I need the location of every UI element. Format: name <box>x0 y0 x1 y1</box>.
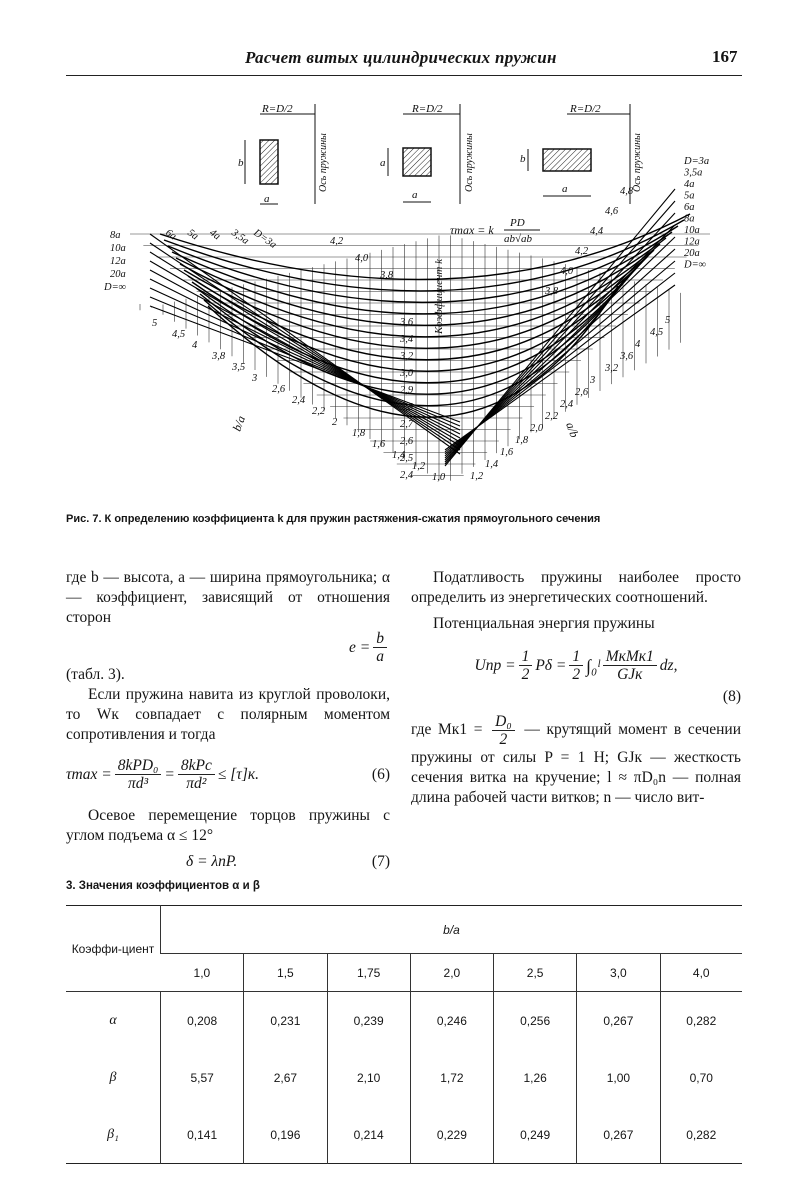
equation-7: δ = λпP. (7) <box>186 853 390 870</box>
w-label: a <box>264 193 270 205</box>
fraction: $\frac{1}{2}$ <box>519 648 533 683</box>
table-cell: 0,267 <box>577 1106 660 1164</box>
table-cell: 0,267 <box>577 992 660 1050</box>
ratio-label-right: 3,2 <box>605 363 619 374</box>
d-diag-label: 4a <box>207 227 223 243</box>
k-value-label: 3,4 <box>400 334 414 345</box>
ratio-label-left: 1,8 <box>352 428 366 439</box>
k-value-label: 2,4 <box>400 470 414 481</box>
fraction: $\frac{\text{MкMк1}}{\text{GJк}}$ <box>603 648 657 683</box>
k-value-label-right: 3,8 <box>545 286 559 297</box>
formula-lhs: τmax = k <box>450 223 494 237</box>
table-cell: 2,67 <box>244 1049 327 1106</box>
d-label-right: 20a <box>684 248 700 259</box>
axis-right-label: a/b <box>563 420 582 440</box>
k-value-label: 2,8 <box>400 402 414 413</box>
d-label-left: D=∞ <box>104 282 127 293</box>
d-label-right: D=3a <box>684 156 710 167</box>
table-cell: 0,282 <box>660 992 742 1050</box>
column-header: 2,0 <box>410 954 493 992</box>
equation-8: Uпр = $\frac{1}{2}$ Pδ = $\frac{1}{2}$ ∫₀ˡ $\frac{\text{MкMк1}}{\text{GJк}}$ dz, <box>474 648 678 683</box>
ratio-label-left: 5 <box>152 318 158 329</box>
paragraph: где b — высота, a — ширина прямоугольника; α — коэффициент, зависящий от отношения сторон <box>66 569 390 626</box>
ratio-label-right: 1,6 <box>500 447 514 458</box>
k-value-label-right: 4,8 <box>620 186 634 197</box>
equation-number: (7) <box>371 853 390 870</box>
ratio-label-left: 3,8 <box>212 351 226 362</box>
column-header: 1,5 <box>244 954 327 992</box>
k-value-label: 4,2 <box>330 236 344 247</box>
d-diag-label: D=3a <box>251 227 279 251</box>
table-cell: 0,256 <box>494 992 577 1050</box>
d-label-right: 8a <box>684 213 695 225</box>
table-cell: 1,26 <box>494 1049 577 1106</box>
cross-section-1 <box>238 103 329 205</box>
d-label-right: 12a <box>684 236 700 248</box>
ratio-label-left: 1,4 <box>392 450 406 461</box>
k-value-label: 3,6 <box>400 317 414 328</box>
axis-text: Ось пружины <box>464 133 475 192</box>
page-number: 167 <box>712 47 738 66</box>
table-cell: 0,246 <box>410 992 493 1050</box>
table-row <box>66 992 742 1050</box>
k-value-label: 4,0 <box>355 253 369 264</box>
d-label-right: 5a <box>684 190 695 202</box>
table-row <box>66 1106 742 1164</box>
w-label: a <box>412 189 418 201</box>
ratio-label-left: 2,6 <box>272 384 286 395</box>
table-cell: 0,214 <box>327 1106 410 1164</box>
section-rect <box>260 140 278 184</box>
paragraph: Если пружина навита из круглой проволоки, то Wк совпадает с полярным моментом сопротивления и тогда <box>66 686 390 743</box>
left-column <box>66 568 390 872</box>
ratio-label-right: 2,2 <box>545 411 559 422</box>
table-cell: 2,10 <box>327 1049 410 1106</box>
table-cell: 0,231 <box>244 992 327 1050</box>
ratio-label-left: 2,2 <box>312 406 326 417</box>
d-diag-label: 3,5a <box>229 227 251 247</box>
ratio-label-right: 2,4 <box>560 399 574 410</box>
equation-6: τmax = $\frac{\text{8kPD₀}}{\text{πd³}}$ = $\frac{\text{8kPc}}{\text{πd²}}$ ≤ [τ]к. (6) <box>66 757 390 792</box>
k-value-label: 2,6 <box>400 436 414 447</box>
ratio-label-left: 1,0 <box>432 472 446 483</box>
r-label: R=D/2 <box>570 103 601 115</box>
fraction: $\frac{\text{D₀}}{2}$ <box>492 713 515 748</box>
k-value-label-right: 4,6 <box>605 206 619 217</box>
row-label: β₁ <box>107 1126 119 1142</box>
r-label: R=D/2 <box>262 103 293 115</box>
d-line-left <box>150 270 460 438</box>
axis-text: Ось пружины <box>318 133 329 192</box>
k-value-label: 3,0 <box>400 368 414 379</box>
ratio-label-left: 2 <box>332 417 338 428</box>
table-cell: 1,00 <box>577 1049 660 1106</box>
ratio-label-right: 1,8 <box>515 435 529 446</box>
paragraph: (табл. 3). <box>66 666 125 683</box>
ratio-label-right: 1,2 <box>470 471 484 482</box>
column-header: 1,75 <box>327 954 410 992</box>
column-header: 1,0 <box>193 965 211 980</box>
group-header: b/a <box>161 906 743 954</box>
k-value-label-right: 4,0 <box>560 266 574 277</box>
d-label-right: D=∞ <box>684 259 707 271</box>
coefficients-table <box>66 905 742 1164</box>
k-curve <box>204 280 624 406</box>
h-label: b <box>520 153 526 165</box>
center-axis-label: Коэффициент k <box>433 259 445 334</box>
k-value-label-right: 4,2 <box>575 246 589 257</box>
d-line-left <box>150 297 460 426</box>
table-cell: 0,239 <box>327 992 410 1050</box>
fraction: $\frac{\text{8kPD₀}}{\text{πd³}}$ <box>115 757 162 792</box>
d-label-left: 20a <box>110 269 126 280</box>
figure-formula <box>450 217 540 245</box>
equation-number: (6) <box>371 765 390 783</box>
formula-num: PD <box>510 217 525 229</box>
d-line-left <box>150 261 460 442</box>
ratio-label-right: 2,0 <box>530 423 544 434</box>
axis-left-label: b/a <box>229 413 249 434</box>
d-label-left: 10a <box>110 243 126 254</box>
k-value-label: 2,5 <box>400 453 414 464</box>
table-cell: 0,141 <box>161 1106 244 1164</box>
r-label: R=D/2 <box>412 103 443 115</box>
k-value-label-right: 4,4 <box>590 226 604 237</box>
ratio-label-left: 2,4 <box>292 395 306 406</box>
formula-den: ab√ab <box>504 233 533 245</box>
d-label-left: 12a <box>110 256 126 267</box>
ratio-label-left: 4,5 <box>172 329 186 340</box>
section-rect <box>543 149 591 171</box>
column-header: 3,0 <box>577 954 660 992</box>
ratio-label-right: 4,5 <box>650 327 664 338</box>
h-label: b <box>238 157 244 169</box>
fraction: $\frac{b}{a}$ <box>373 630 387 665</box>
header-rule <box>66 75 742 76</box>
paragraph: Потенциальная энергия пружины <box>433 615 655 632</box>
figure-caption: Рис. 7. К определению коэффициента k для пружин растяжения-сжатия прямоугольного сечения <box>66 513 601 525</box>
d-label-right: 10a <box>684 225 700 236</box>
ratio-label-left: 1,6 <box>372 439 386 450</box>
ratio-label-left: 4 <box>192 340 198 351</box>
table-cell: 1,72 <box>410 1049 493 1106</box>
fraction: $\frac{1}{2}$ <box>569 648 583 683</box>
ratio-label-right: 3 <box>590 375 596 386</box>
ratio-label-left: 3,5 <box>232 362 246 373</box>
paragraph: Податливость пружины наиболее просто определить из энергетических соотношений. <box>411 569 741 606</box>
table-cell: 0,249 <box>494 1106 577 1164</box>
d-diag-label: 5a <box>185 227 201 243</box>
k-value-label: 2,9 <box>400 385 414 396</box>
d-diag-label: 6a <box>163 227 179 243</box>
row-header: Коэффи-циент <box>71 941 155 956</box>
d-label-right: 4a <box>684 179 695 190</box>
ratio-label-right: 2,6 <box>575 387 589 398</box>
table-title: 3. Значения коэффициентов α и β <box>66 880 260 892</box>
ratio-label-left: 1,2 <box>412 461 426 472</box>
section-rect <box>403 148 431 176</box>
ratio-label-right: 3,6 <box>620 351 634 362</box>
nomogram-labels <box>103 156 709 483</box>
table-cell: 0,282 <box>660 1106 742 1164</box>
k-value-label: 3,2 <box>400 351 414 362</box>
d-label-left: 8a <box>110 230 121 241</box>
paragraph: где Mк1 = $\frac{\text{D₀}}{2}$ — крутящий момент в сечении пружины от силы P = 1 Н; GJк — жесткость сечения витка на кручение; l ≈ πD₀n — полная длина рабочей части витков; n — число вит- <box>411 713 742 806</box>
table-cell: 0,229 <box>410 1106 493 1164</box>
row-label: α <box>109 1012 117 1028</box>
row-label: β <box>109 1069 117 1085</box>
running-header-title: Расчет витых цилиндрических пружин <box>245 48 557 67</box>
d-label-right: 3,5a <box>684 167 703 179</box>
right-column <box>411 568 741 808</box>
fraction: $\frac{\text{8kPc}}{\text{πd²}}$ <box>178 757 215 792</box>
d-label-right: 6a <box>684 202 695 213</box>
table-cell: 0,196 <box>244 1106 327 1164</box>
k-value-label: 3,8 <box>380 270 394 281</box>
column-header: 2,5 <box>494 954 577 992</box>
axis-text: Ось пружины <box>632 133 643 192</box>
equation-e: e = $\frac{b}{a}$ <box>66 630 390 665</box>
paragraph: Осевое перемещение торцов пружины с углом подъема α ≤ 12° <box>66 807 390 844</box>
ratio-label-left: 3 <box>252 373 258 384</box>
cross-section-2 <box>380 103 475 204</box>
equation-number: (8) <box>722 688 741 705</box>
column-header: 4,0 <box>660 954 742 992</box>
ratio-label-right: 1,4 <box>485 459 499 470</box>
h-label: a <box>380 157 386 169</box>
table-row <box>66 1049 742 1106</box>
ratio-label-right: 5 <box>665 315 671 326</box>
w-label: a <box>562 183 568 195</box>
table-cell: 5,57 <box>161 1049 244 1106</box>
table-cell: 0,208 <box>161 992 244 1050</box>
ratio-label-right: 4 <box>635 339 641 350</box>
nomogram-figure <box>100 94 720 504</box>
table-cell: 0,70 <box>660 1049 742 1106</box>
integral-sign: ∫₀ˡ <box>586 655 600 676</box>
k-value-label: 2,7 <box>400 419 414 430</box>
